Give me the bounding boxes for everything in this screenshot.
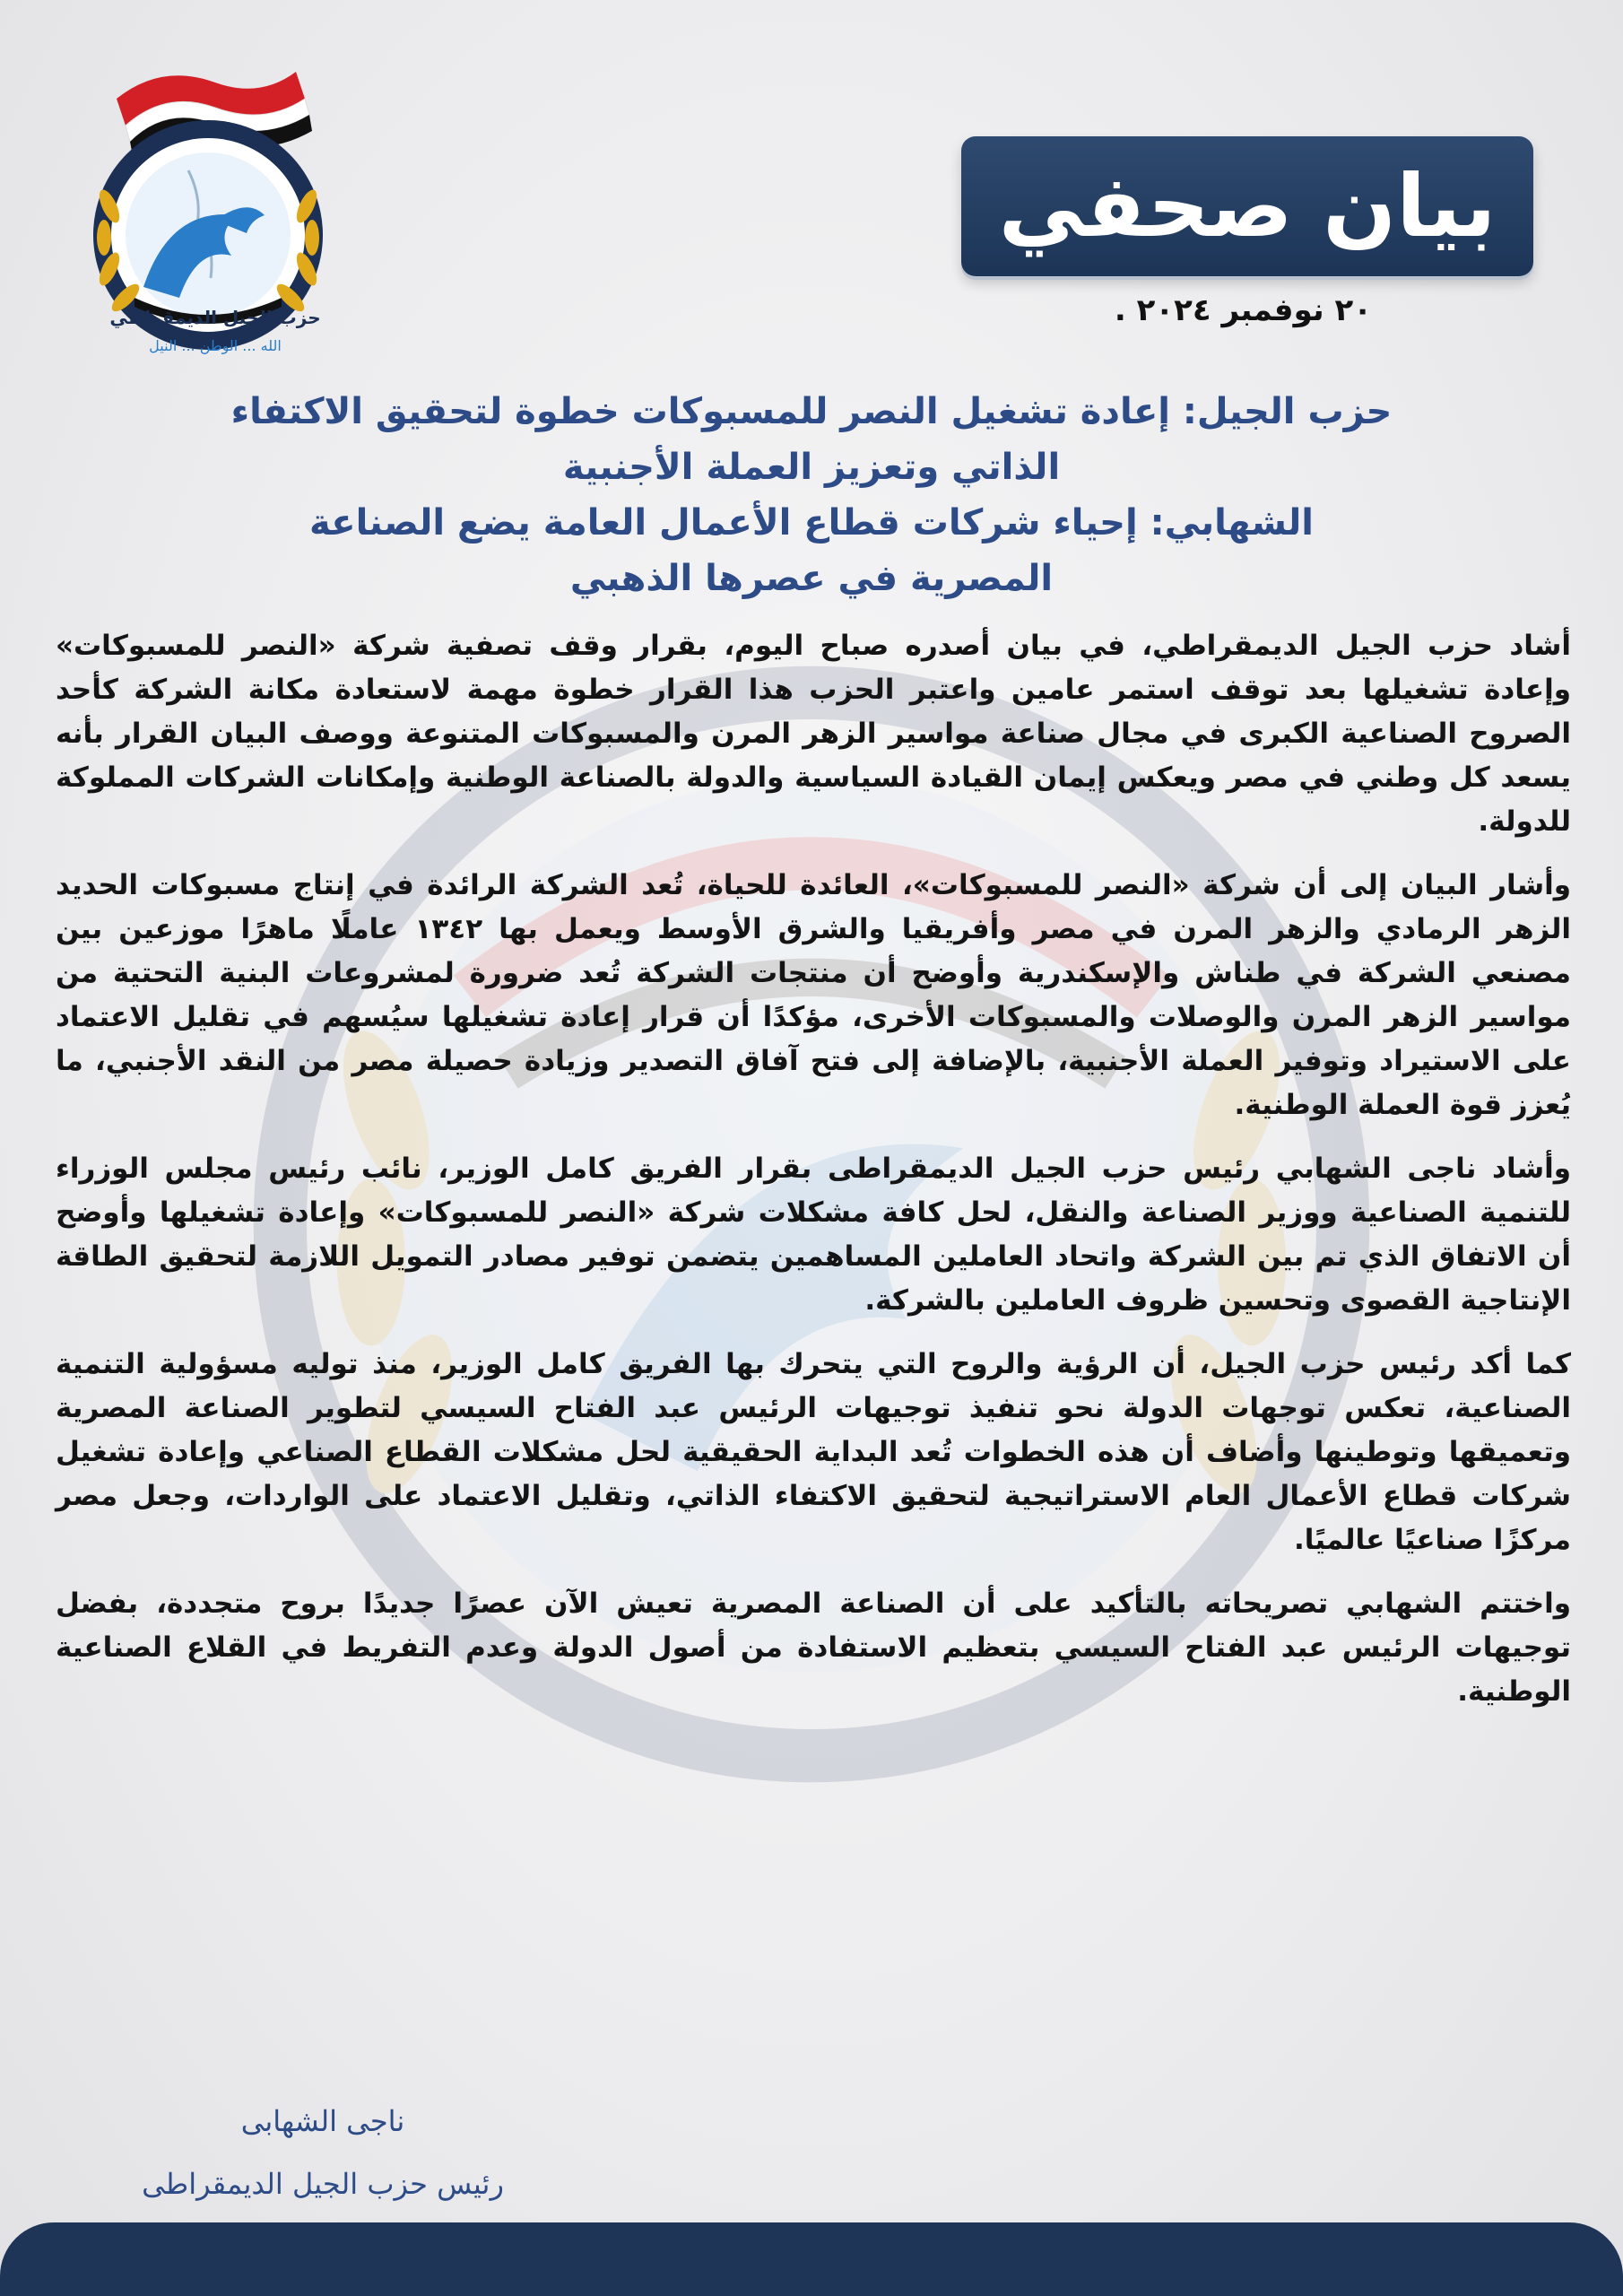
party-emblem-icon [81, 63, 350, 377]
badge-title: بيان صحفي [998, 156, 1497, 257]
headline [81, 384, 1542, 606]
press-release-badge [961, 136, 1533, 276]
release-date: ٢٠ نوفمبر ٢٠٢٤ . [1114, 292, 1372, 328]
headline-line-2: الذاتي وتعزيز العملة الأجنبية [562, 447, 1061, 488]
signatory-title: رئيس حزب الجيل الديمقراطى [142, 2167, 504, 2201]
party-name-text: حزب الجيل الديمقراطي [109, 307, 321, 328]
signatory-name: ناجى الشهابى [240, 2104, 405, 2138]
party-slogan-text: الله ... الوطن ... النيل [149, 337, 282, 354]
paragraph-3: وأشاد ناجى الشهابي رئيس حزب الجيل الديمقراطى بقرار الفريق كامل الوزير، نائب رئيس مجلس الوزراء للتنمية الصناعية ووزير الصناعة والنقل، لحل كافة مشكلات شركة «النصر للمسبوكات» وإعادة تشغيلها وأوضح أن الاتفاق الذي تم بين الشركة واتحاد العاملين المساهمين يتضمن توفير مصادر التمويل اللازمة لتحقيق الطاقة الإنتاجية القصوى وتحسين ظروف العاملين بالشركة. [56, 1152, 1571, 1317]
headline-line-3: الشهابي: إحياء شركات قطاع الأعمال العامة يضع الصناعة [309, 502, 1314, 544]
signature-block [99, 2090, 547, 2215]
headline-line-1: حزب الجيل: إعادة تشغيل النصر للمسبوكات خطوة لتحقيق الاكتفاء [230, 391, 1393, 432]
paragraph-1: أشاد حزب الجيل الديمقراطي، في بيان أصدره صباح اليوم، بقرار وقف تصفية شركة «النصر للمسبوكات» وإعادة تشغيلها بعد توقف استمر عامين واعتبر الحزب هذا القرار خطوة مهمة لاستعادة مكانة الشركة كأحد الصروح الصناعية الكبرى في مجال صناعة مواسير الزهر المرن والمسبوكات المتنوعة ووصف البيان القرار بأنه يسعد كل وطني في مصر ويعكس إيمان القيادة السياسية والدولة بالصناعة الوطنية وإمكانات الشركات المملوكة للدولة. [56, 630, 1571, 838]
paragraph-5: واختتم الشهابي تصريحاته بالتأكيد على أن الصناعة المصرية تعيش الآن عصرًا جديدًا بروح متجددة، بفضل توجيهات الرئيس عبد الفتاح السيسي بتعظيم الاستفادة من أصول الدولة وعدم التفريط في القلاع الصناعية الوطنية. [56, 1587, 1571, 1708]
footer-bar [0, 2222, 1623, 2296]
paragraph-4: كما أكد رئيس حزب الجيل، أن الرؤية والروح التي يتحرك بها الفريق كامل الوزير، منذ توليه مسؤولية التنمية الصناعية، تعكس توجهات الدولة نحو تنفيذ توجيهات الرئيس عبد الفتاح السيسي لتطوير الصناعة المصرية وتعميقها وتوطينها وأضاف أن هذه الخطوات تُعد البداية الحقيقية لحل مشكلات القطاع الصناعي وإعادة تشغيل شركات قطاع الأعمال العام الاستراتيجية لتحقيق الاكتفاء الذاتي، وتقليل الاعتماد على الواردات، وجعل مصر مركزًا صناعيًا عالميًا. [56, 1348, 1571, 1556]
statement-body [56, 624, 1571, 1734]
headline-line-4: المصرية في عصرها الذهبي [569, 558, 1054, 599]
party-logo [81, 63, 350, 377]
paragraph-2: وأشار البيان إلى أن شركة «النصر للمسبوكات»، العائدة للحياة، تُعد الشركة الرائدة في إنتاج مسبوكات الحديد الزهر الرمادي والزهر المرن في مصر وأفريقيا والشرق الأوسط ويعمل بها ١٣٤٢ عاملًا ماهرًا موزعين بين مصنعي الشركة في طناش والإسكندرية وأوضح أن منتجات الشركة تُعد ضرورة لمشروعات البنية التحتية من مواسير الزهر المرن والوصلات والمسبوكات الأخرى، مؤكدًا أن قرار إعادة تشغيلها سيُسهم في تقليل الاعتماد على الاستيراد وتوفير العملة الأجنبية، بالإضافة إلى فتح آفاق التصدير وزيادة حصيلة مصر من النقد الأجنبي، ما يُعزز قوة العملة الوطنية. [56, 869, 1571, 1121]
